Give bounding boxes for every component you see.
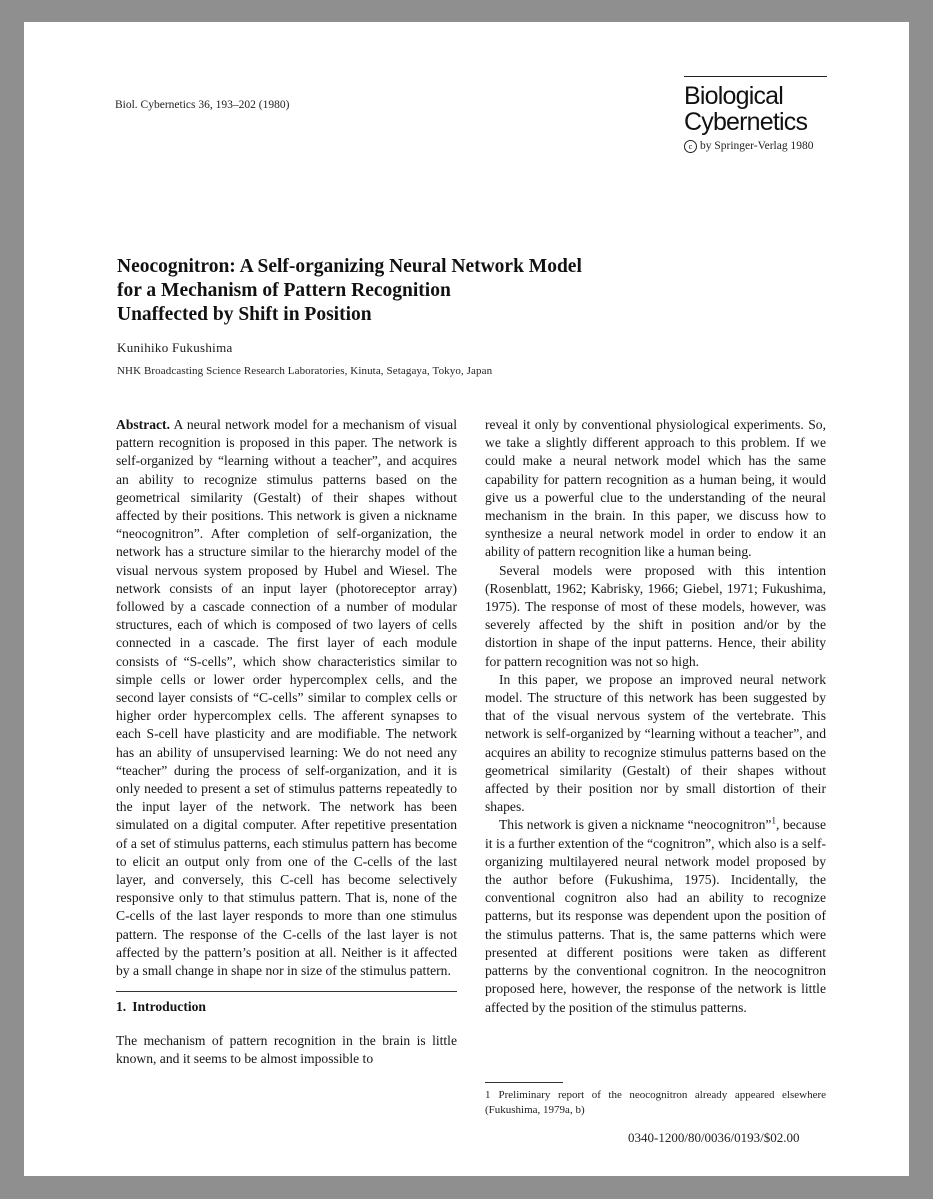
- article-code: 0340-1200/80/0036/0193/$02.00: [628, 1130, 800, 1145]
- intro-paragraph-2: Several models were proposed with this intention (Rosenblatt, 1962; Kabrisky, 1966; Giebel, 1971; Fukushima, 1975). The response of most of these models, however, was severely affected by the shift in position and/or by the distortion in shape of the input patterns. Hence, their ability for pattern recognition was not so high.: [485, 562, 826, 669]
- copyright-line: [684, 140, 827, 153]
- journal-logo-line1: Biological: [684, 82, 784, 110]
- author-affiliation: NHK Broadcasting Science Research Laboratories, Kinuta, Setagaya, Tokyo, Japan: [117, 365, 493, 377]
- section-title: Introduction: [132, 999, 206, 1015]
- journal-brand: [684, 76, 827, 153]
- right-column: [485, 416, 826, 1017]
- abstract-label: Abstract.: [116, 417, 170, 432]
- citation-line: Biol. Cybernetics 36, 193–202 (1980): [115, 99, 290, 111]
- footnote-number: 1: [485, 1089, 491, 1101]
- footnote-text: Preliminary report of the neocognitron already appeared elsewhere (Fukushima, 1979a, b): [485, 1089, 826, 1116]
- abstract: [116, 416, 457, 980]
- intro-paragraph-1-end: reveal it only by conventional physiological experiments. So, we take a slightly different approach to this problem. If we could make a neural network model which has the same capability for pattern recognition as a human being, it would give us a powerful clue to the understanding of the neural mechanism in the brain. In this paper, we discuss how to synthesize a neural network model in order to endow it an ability of pattern recognition like a human being.: [485, 417, 826, 560]
- copyright-icon: c: [684, 140, 697, 153]
- section-number: 1.: [116, 999, 127, 1015]
- journal-logo-line2: Cybernetics: [684, 108, 808, 136]
- left-column: [116, 416, 457, 1068]
- journal-logo: [684, 83, 827, 135]
- intro-paragraph-4: [485, 816, 826, 1016]
- journal-page: [24, 22, 909, 1176]
- title-line-3: Unaffected by Shift in Position: [117, 304, 372, 325]
- brand-rule: [684, 76, 827, 77]
- abstract-text: A neural network model for a mechanism of visual pattern recognition is proposed in this paper. The network is self-organized by “learning without a teacher”, and acquires an ability to recognize stimulus patterns based on the geometrical similarity (Gestalt) of their shapes without affected by their positions. This network is given a nickname “neocognitron”. After completion of self-organization, the network has a structure similar to the hierarchy model of the visual nervous system proposed by Hubel and Wiesel. The network consists of an input layer (photoreceptor array) followed by a cascade connection of a number of modular structures, each of which is composed of two layers of cells connected in a cascade. The first layer of each module consists of “S-cells”, which show characteristics similar to simple cells or lower order hypercomplex cells, and the second layer consists of “C-cells” similar to complex cells or higher order hypercomplex cells. The afferent synapses to each S-cell have plasticity and are modifiable. The network has an ability of unsupervised learning: We do not need any “teacher” during the process of self-organization, and it is only needed to present a set of stimulus patterns repeatedly to the input layer of the network. The network has been simulated on a digital computer. After repetitive presentation of a set of stimulus patterns, each stimulus pattern has become to elicit an output only from one of the C-cells of the last layer, and conversely, this C-cell has become selectively responsive only to that stimulus pattern. That is, none of the C-cells of the last layer responds to more than one stimulus pattern. The response of the C-cells of the last layer is not affected by the pattern’s position at all. Neither is it affected by a small change in shape nor in size of the stimulus pattern.: [116, 417, 457, 979]
- paragraph-4-start: This network is given a nickname “neocognitron”: [499, 817, 772, 833]
- footnote: [485, 1088, 826, 1118]
- section-heading: [116, 998, 457, 1016]
- section-rule: [116, 991, 457, 992]
- intro-paragraph-1-start: The mechanism of pattern recognition in the brain is little known, and it seems to be almost impossible to: [116, 1032, 457, 1066]
- author-name: Kunihiko Fukushima: [117, 340, 233, 355]
- intro-paragraph-3: In this paper, we propose an improved neural network model. The structure of this network has been suggested by that of the visual nervous system of the vertebrate. This network is self-organized by “learning without a teacher”, and acquires an ability to recognize stimulus patterns based on the geometrical similarity (Gestalt) of their shapes without affected by their position nor by small distortion of their shapes.: [485, 671, 826, 815]
- article-title: [117, 255, 677, 327]
- paragraph-4-rest: , because it is a further extention of the “cognitron”, which also is a self-organizing multilayered neural network model proposed by the author before (Fukushima, 1975). Incidentally, the conventional cognitron also had an ability to recognize patterns, but its response was dependent upon the position of the stimulus patterns. That is, the same patterns which were presented at different positions were taken as different patterns by the conventional cognitron. In the neocognitron proposed here, however, the response of the network is little affected by the position of the stimulus patterns.: [485, 817, 826, 1015]
- title-line-1: Neocognitron: A Self-organizing Neural Network Model: [117, 256, 582, 277]
- copyright-text: by Springer-Verlag 1980: [700, 140, 814, 152]
- footnote-ref: 1: [771, 815, 776, 826]
- footnote-rule: [485, 1082, 563, 1083]
- title-line-2: for a Mechanism of Pattern Recognition: [117, 280, 451, 301]
